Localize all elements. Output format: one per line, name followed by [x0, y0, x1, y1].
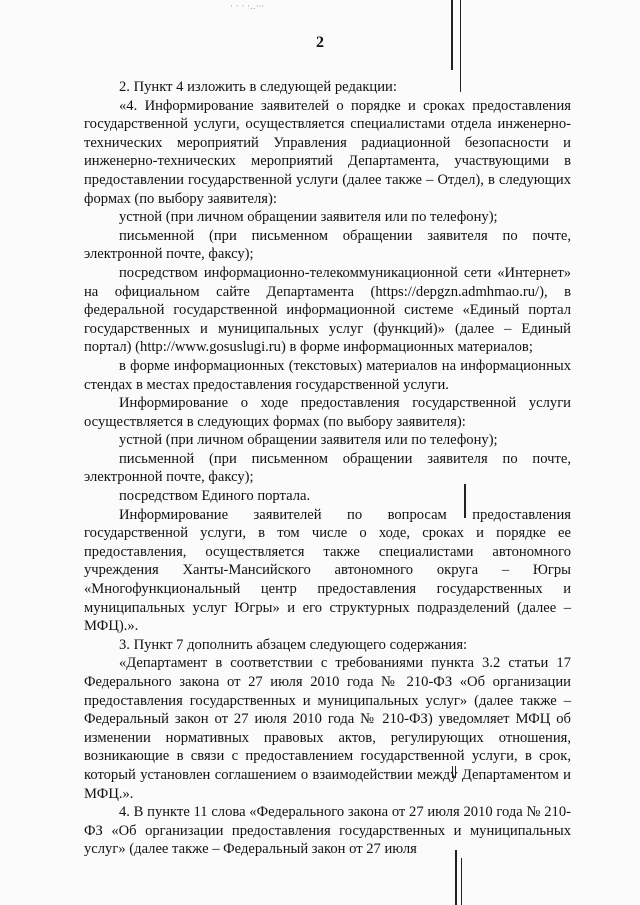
paragraph-p7: Информирование о ходе предоставления государственной услуги осуществляется в следующих формах (по выбору заявителя):	[84, 395, 571, 430]
paragraph-p6: в форме информационных (текстовых) материалов на информационных стендах в местах предоставления государственной услуги.	[84, 357, 571, 393]
paragraph-p2: «4. Информирование заявителей о порядке и сроках предоставления государственной услуги, осуществляется специалистами отдела инженерно-технических мероприятий Управления радиационной безопасности и инженерно-технических мероприятий Департамента, участвующими в предоставлении государственной услуги (далее также – Отдел), в следующих формах (по выбору заявителя):	[84, 97, 571, 207]
paragraph-p13: «Департамент в соответствии с требованиями пункта 3.2 статьи 17 Федерального закона от 27 июля 2010 года № 210-ФЗ «Об организации предоставления государственных и муниципальных услуг» (далее также – Федеральный закон от 27 июля 2010 года № 210-ФЗ) уведомляет МФЦ об изменении нормативных правовых актов, регулирующих отношения, возникающие в связи с предоставлением государственной услуги, в срок, который установлен соглашением о взаимодействии между Департаментом и МФЦ.».	[84, 655, 571, 802]
document-body	[84, 78, 571, 859]
paragraph-p14: 4. В пункте 11 слова «Федерального закона от 27 июля 2010 года № 210-ФЗ «Об организации предоставления государственных и муниципальных услуг» (далее также – Федеральный закон от 27 июля	[84, 804, 571, 858]
scan-smudge-top: · · · ·..···	[230, 2, 265, 12]
paragraph-p5: посредством информационно-телекоммуникационной сети «Интернет» на официальном сайте Департамента (https://depgzn.admhmao.ru/), в федеральной государственной информационной системе «Единый портал государственных и муниципальных услуг (функций)» (далее – Единый портал) (http://www.gosuslugi.ru) в форме информационных материалов;	[84, 264, 571, 356]
paragraph-p8: устной (при личном обращении заявителя или по телефону);	[119, 432, 498, 449]
paragraph-p3: устной (при личном обращении заявителя или по телефону);	[119, 209, 498, 226]
paragraph-p4: письменной (при письменном обращении заявителя по почте, электронной почте, факсу);	[84, 227, 571, 263]
paragraph-p12: 3. Пункт 7 дополнить абзацем следующего содержания:	[119, 636, 468, 653]
paragraph-p10: посредством Единого портала.	[119, 488, 311, 505]
page-number: 2	[316, 34, 324, 51]
paragraph-p1: 2. Пункт 4 изложить в следующей редакции:	[119, 79, 397, 95]
paragraph-p9: письменной (при письменном обращении заявителя по почте, электронной почте, факсу);	[84, 450, 571, 486]
scan-bar-bottom-2	[461, 858, 462, 905]
paragraph-p11: Информирование заявителей по вопросам предоставления государственной услуги, в том числе о ходе, сроках и порядке ее предоставления, осуществляется также специалистами автономного учреждения Ханты-Мансийского автономного округа – Югры «Многофункциональный центр предоставления государственных и муниципальных услуг Югры» и его структурных подразделений (далее – МФЦ).».	[84, 506, 571, 635]
